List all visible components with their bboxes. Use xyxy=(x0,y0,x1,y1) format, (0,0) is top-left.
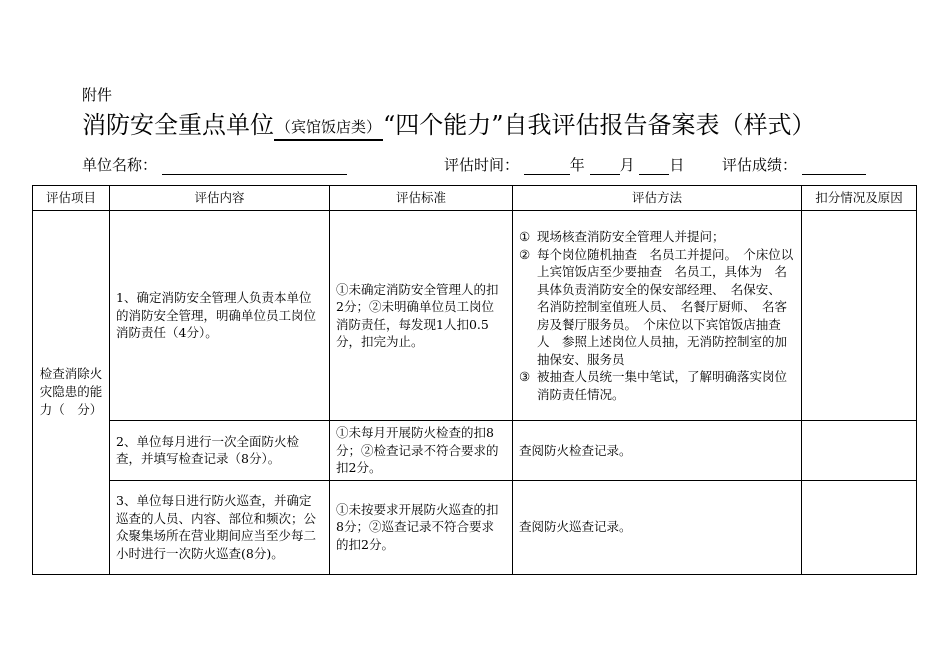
table-header-row xyxy=(33,186,917,211)
standard-cell: ①未确定消防安全管理人的扣2分；②未明确单位员工岗位消防责任，每发现1人扣0.5分，扣完为止。 xyxy=(330,211,513,421)
title-main: 消防安全重点单位 xyxy=(82,111,274,139)
deduction-cell[interactable] xyxy=(802,421,917,481)
unit-name-label: 单位名称： xyxy=(82,156,158,174)
content-cell: 3、单位每日进行防火巡查，并确定巡查的人员、内容、部位和频次；公众聚集场所在营业期间应当至少每二小时进行一次防火巡查(8分)。 xyxy=(110,480,330,574)
header-method: 评估方法 xyxy=(513,186,802,211)
header-item: 评估项目 xyxy=(33,186,110,211)
attachment-label: 附件 xyxy=(82,86,113,104)
method-cell: 查阅防火检查记录。 xyxy=(513,421,802,481)
standard-cell: ①未按要求开展防火巡查的扣8分；②巡查记录不符合要求的扣2分。 xyxy=(330,480,513,574)
method-item: ② 每个岗位随机抽查 名员工并提问。 个床位以上宾馆饭店至少要抽查 名员工，具体为 名具体负责消防安全的保安部经理、 名保安、 名消防控制室值班人员、 名餐厅厨师、 名客房及餐厅服务员。 个床位以下宾馆饭店抽查 人 参照上述岗位人员抽，无消防控制室的加抽保安、服务员 xyxy=(519,246,794,367)
year-label: 年 xyxy=(569,156,585,174)
table-row xyxy=(33,211,917,421)
method-cell xyxy=(513,211,802,421)
method-item: ③ 被抽查人员统一集中笔试，了解明确落实岗位消防责任情况。 xyxy=(519,369,788,402)
header-deduction: 扣分情况及原因 xyxy=(802,186,917,211)
content-cell: 1、确定消防安全管理人负责本单位的消防安全管理，明确单位员工岗位消防责任（4分）。 xyxy=(110,211,330,421)
header-content: 评估内容 xyxy=(110,186,330,211)
deduction-cell[interactable] xyxy=(802,211,917,421)
method-item: ① 现场核查消防安全管理人并提问； xyxy=(519,229,725,244)
page-title xyxy=(82,108,816,144)
year-field[interactable] xyxy=(524,156,570,175)
content-cell: 2、单位每月进行一次全面防火检查，并填写检查记录（8分）。 xyxy=(110,421,330,481)
table-row xyxy=(33,480,917,574)
eval-time-label: 评估时间： xyxy=(444,156,520,174)
method-cell: 查阅防火巡查记录。 xyxy=(513,480,802,574)
month-label: 月 xyxy=(619,156,635,174)
table-row xyxy=(33,421,917,481)
header-standard: 评估标准 xyxy=(330,186,513,211)
category-cell: 检查消除火灾隐患的能力（ 分） xyxy=(33,211,110,575)
deduction-cell[interactable] xyxy=(802,480,917,574)
day-label: 日 xyxy=(669,156,685,174)
info-row xyxy=(82,154,882,180)
month-field[interactable] xyxy=(590,156,620,175)
title-category: （宾馆饭店类） xyxy=(274,118,383,141)
eval-result-field[interactable] xyxy=(802,156,866,175)
day-field[interactable] xyxy=(639,156,669,175)
title-rest: “四个能力”自我评估报告备案表（样式） xyxy=(383,111,816,139)
unit-name-field[interactable] xyxy=(162,156,347,175)
assessment-table xyxy=(32,185,917,575)
standard-cell: ①未每月开展防火检查的扣8分；②检查记录不符合要求的扣2分。 xyxy=(330,421,513,481)
eval-result-label: 评估成绩： xyxy=(722,156,798,174)
